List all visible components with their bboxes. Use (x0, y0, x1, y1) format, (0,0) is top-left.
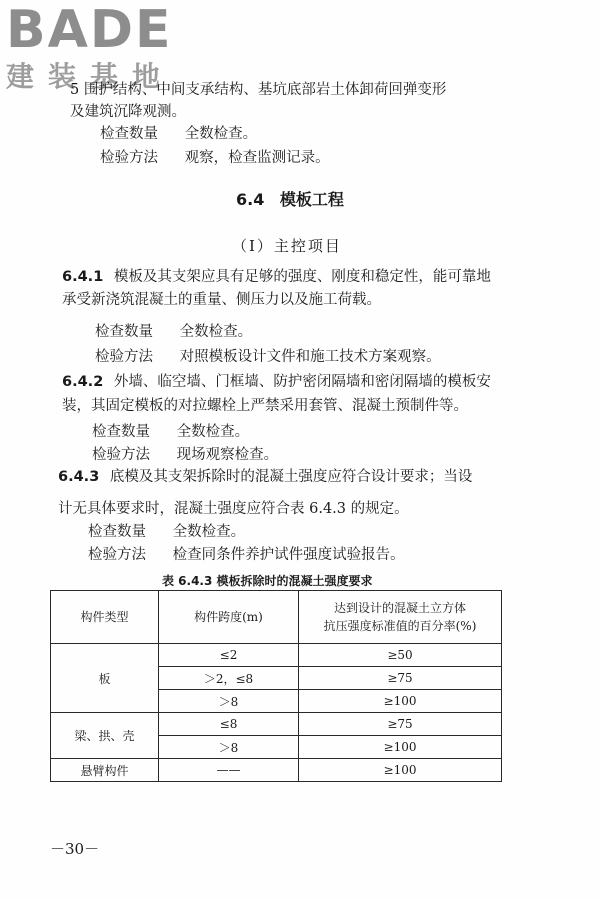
method-label: 检验方法 (100, 150, 158, 166)
cell-span: —— (159, 759, 299, 782)
cell-percentage: ≥75 (299, 713, 502, 736)
clause-6-4-3-qty (88, 520, 245, 541)
cell-percentage: ≥100 (299, 690, 502, 713)
clause-number: 6.4.1 (62, 269, 104, 285)
clause-6-4-1-method (95, 345, 441, 366)
clause-text: 模板及其支架应具有足够的强度、刚度和稳定性，能可靠地 (113, 269, 491, 285)
clause-text: 底模及其支架拆除时的混凝土强度应符合设计要求；当设 (109, 469, 473, 485)
method-label: 检验方法 (88, 547, 146, 563)
table-row (51, 759, 502, 782)
clause-6-4-1-qty (95, 320, 252, 341)
top-item-line1: 5 围护结构、中间支承结构、基坑底部岩土体卸荷回弹变形 (70, 82, 447, 98)
header-type: 构件类型 (51, 591, 159, 644)
section-title: 模板工程 (279, 190, 344, 209)
subsection-title: （Ⅰ）主控项目 (232, 237, 342, 255)
section-number: 6.4 (236, 190, 265, 209)
cell-percentage: ≥100 (299, 736, 502, 759)
header-percentage-line1: 达到设计的混凝土立方体 (333, 601, 466, 615)
clause-6-4-3-line2: 计无具体要求时，混凝土强度应符合表 6.4.3 的规定。 (58, 501, 409, 517)
method-label: 检验方法 (95, 349, 153, 365)
qty-value: 全数检查。 (176, 424, 250, 440)
qty-value: 全数检查。 (172, 524, 246, 540)
logo-subtext: 建装基地 (6, 60, 175, 93)
table-row (51, 713, 502, 736)
cell-type: 板 (51, 644, 159, 713)
cell-type: 梁、拱、壳 (51, 713, 159, 759)
clause-6-4-3-line1 (58, 465, 472, 486)
method-value: 现场观察检查。 (176, 447, 279, 463)
clause-6-4-2-line1 (62, 370, 491, 391)
clause-number: 6.4.2 (62, 374, 104, 390)
clause-6-4-1-line2: 承受新浇筑混凝土的重量、侧压力以及施工荷载。 (62, 292, 381, 308)
top-item-line2: 及建筑沉降观测。 (70, 104, 186, 120)
qty-label: 检查数量 (100, 126, 158, 142)
cell-span: ＞2，≤8 (159, 667, 299, 690)
qty-label: 检查数量 (88, 524, 146, 540)
header-percentage (299, 591, 502, 644)
table-header-row (51, 591, 502, 644)
page-number: －30－ (50, 840, 100, 858)
qty-value: 全数检查。 (179, 324, 253, 340)
qty-value: 全数检查。 (184, 126, 258, 142)
cell-type: 悬臂构件 (51, 759, 159, 782)
cell-percentage: ≥50 (299, 644, 502, 667)
clause-6-4-2-method (92, 443, 278, 464)
cell-percentage: ≥75 (299, 667, 502, 690)
cell-percentage: ≥100 (299, 759, 502, 782)
cell-span: ＞8 (159, 736, 299, 759)
strength-table (50, 590, 502, 782)
qty-label: 检查数量 (95, 324, 153, 340)
clause-6-4-2-qty (92, 420, 249, 441)
cell-span: ≤8 (159, 713, 299, 736)
clause-6-4-1-line1 (62, 265, 491, 286)
logo-text: BADE (6, 0, 173, 60)
header-span: 构件跨度(m) (159, 591, 299, 644)
qty-label: 检查数量 (92, 424, 150, 440)
clause-6-4-3-method (88, 543, 405, 564)
method-value: 对照模板设计文件和施工技术方案观察。 (179, 349, 441, 365)
cell-span: ＞8 (159, 690, 299, 713)
method-value: 观察，检查监测记录。 (184, 150, 330, 166)
top-item-method (100, 146, 330, 167)
table-caption: 表 6.4.3 模板拆除时的混凝土强度要求 (162, 574, 373, 588)
method-value: 检查同条件养护试件强度试验报告。 (172, 547, 405, 563)
section-heading (236, 187, 344, 210)
clause-6-4-2-line2: 装，其固定模板的对拉螺栓上严禁采用套管、混凝土预制件等。 (62, 398, 468, 414)
top-item-qty (100, 122, 257, 143)
table-row (51, 644, 502, 667)
clause-number: 6.4.3 (58, 469, 100, 485)
clause-text: 外墙、临空墙、门框墙、防护密闭隔墙和密闭隔墙的模板安 (113, 374, 491, 390)
method-label: 检验方法 (92, 447, 150, 463)
cell-span: ≤2 (159, 644, 299, 667)
header-percentage-line2: 抗压强度标准值的百分率(%) (323, 619, 477, 633)
